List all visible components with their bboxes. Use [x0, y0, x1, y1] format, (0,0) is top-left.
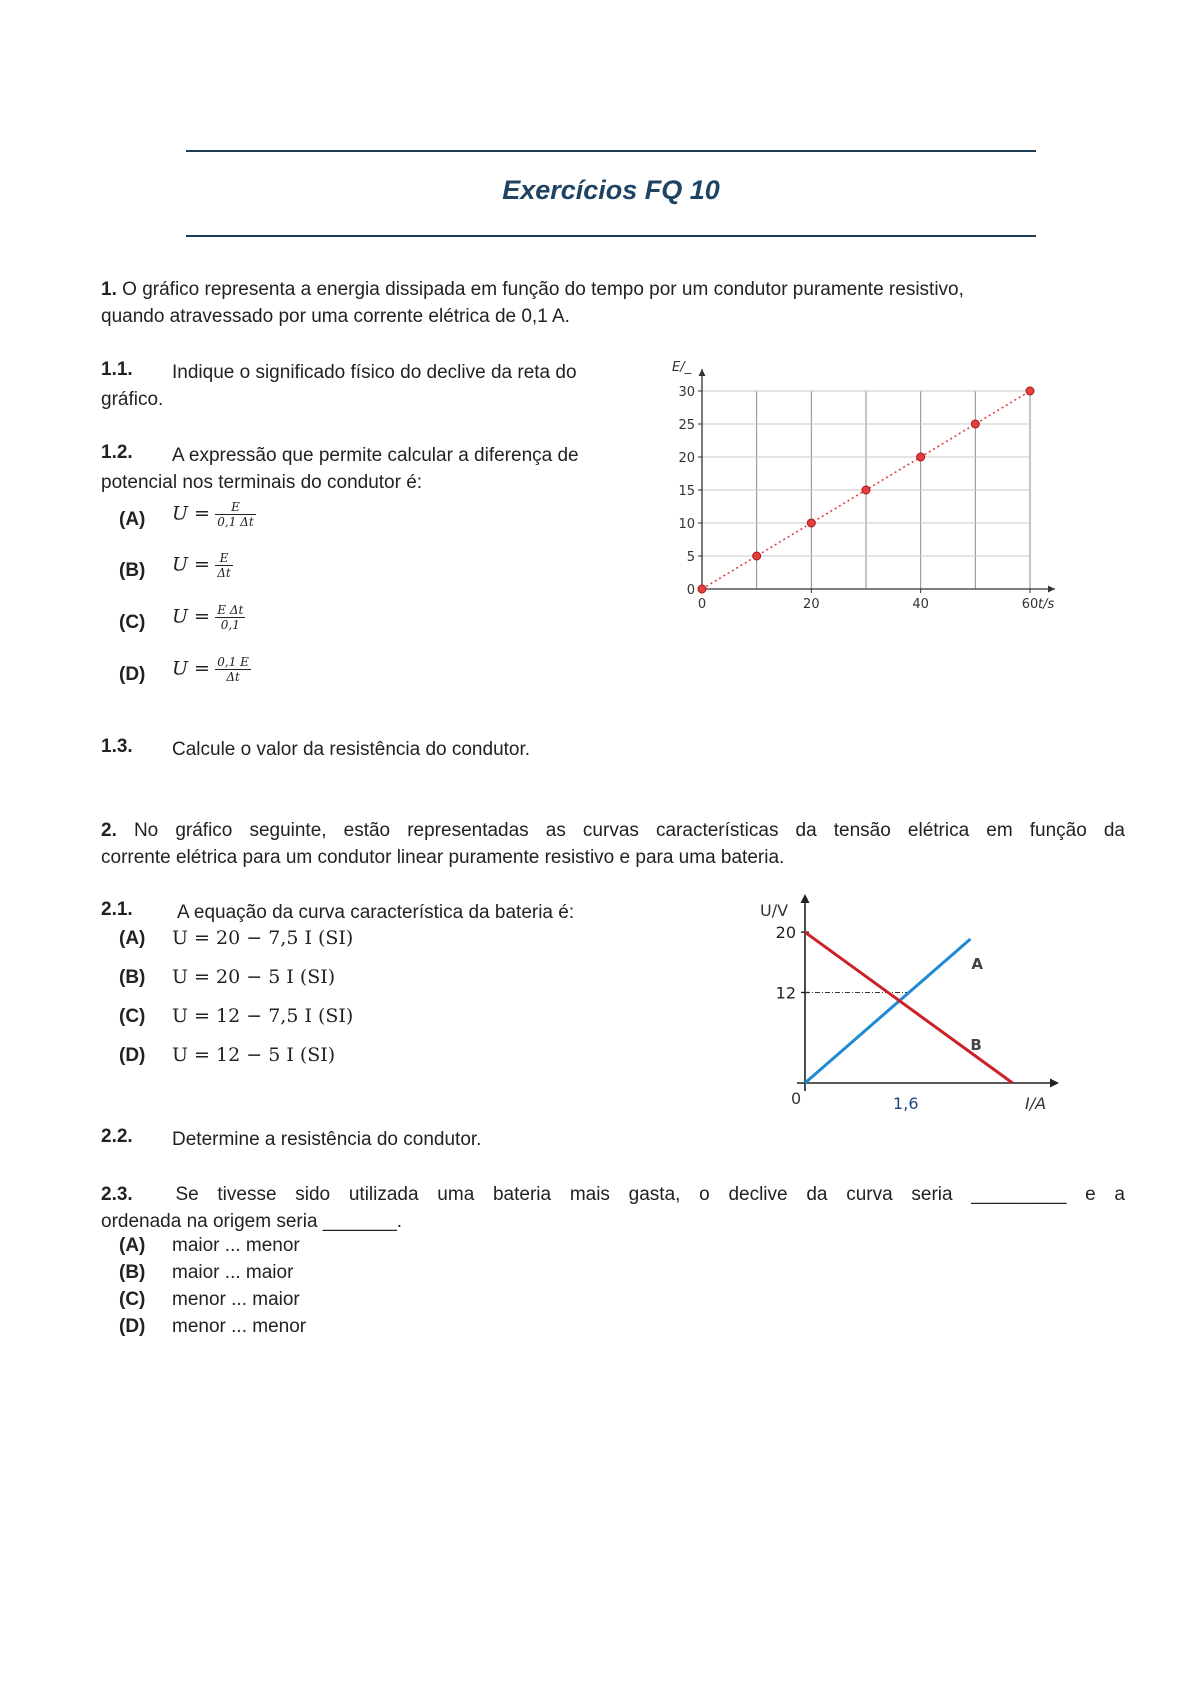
y-axis-arrow	[699, 369, 706, 376]
option-expression: U = 12 − 5 I (SI)	[172, 1044, 336, 1066]
option-lhs: U =	[172, 605, 210, 628]
question-2-3-number: 2.3.	[101, 1184, 133, 1205]
y-tick-label: 30	[678, 385, 695, 400]
question-1-stem-line2: quando atravessado por uma corrente elétrica de 0,1 A.	[101, 306, 570, 327]
question-2-2-text: Determine a resistência do condutor.	[172, 1129, 482, 1150]
option-label: (D)	[119, 1316, 146, 1337]
x-tick-label: 0	[697, 597, 707, 612]
y-mark-label: 20	[775, 923, 796, 943]
y-tick-label: 20	[678, 451, 695, 466]
option-label: (A)	[119, 509, 146, 530]
option-text: menor ... menor	[172, 1316, 307, 1337]
x-mark-label: 1,6	[893, 1094, 919, 1113]
question-2-1-number: 2.1.	[101, 899, 133, 920]
option-text: menor ... maior	[172, 1289, 300, 1310]
frac-numerator: 0,1 E	[217, 655, 249, 669]
option-label: (C)	[119, 1006, 146, 1027]
question-1-3-text: Calcule o valor da resistência do condutor.	[172, 739, 531, 760]
x-axis-label: I/A	[1025, 1094, 1047, 1113]
y-tick-label: 0	[686, 583, 695, 598]
y-tick-label: 15	[678, 484, 695, 499]
option-label: (B)	[119, 967, 146, 988]
page-title: Exercícios FQ 10	[502, 175, 720, 205]
option-label: (D)	[119, 664, 146, 685]
question-2-stem-line2: corrente elétrica para um condutor linear puramente resistivo e para uma bateria.	[101, 847, 785, 868]
y-tick-label: 25	[678, 418, 695, 433]
option-label: (D)	[119, 1045, 146, 1066]
x-axis-arrow	[1048, 586, 1055, 593]
frac-denominator: Δt	[226, 670, 240, 684]
header-rule-bottom	[186, 235, 1036, 237]
voltage-current-chart	[760, 890, 1080, 1125]
series-label-B: B	[970, 1035, 982, 1054]
question-1-1-text-line2: gráfico.	[101, 389, 164, 410]
x-axis-arrow	[1050, 1079, 1059, 1088]
frac-numerator: E Δt	[217, 603, 244, 617]
question-1-2-text-line1: A expressão que permite calcular a diferença de	[172, 445, 579, 466]
option-text: maior ... menor	[172, 1235, 300, 1256]
origin-label: 0	[791, 1089, 802, 1108]
question-1-1-text-line1: Indique o significado físico do declive da reta do	[172, 362, 577, 383]
option-lhs: U =	[172, 657, 210, 680]
option-label: (B)	[119, 1262, 146, 1283]
header-rule-top	[186, 150, 1036, 152]
question-1-1-number: 1.1.	[101, 359, 133, 380]
y-axis-arrow	[801, 894, 810, 903]
question-1-3-number: 1.3.	[101, 736, 133, 757]
question-2-3-text-line2: ordenada na origem seria _______.	[101, 1211, 403, 1232]
y-mark-label: 12	[775, 983, 796, 1003]
option-label: (C)	[119, 1289, 146, 1310]
x-tick-label: 40	[912, 597, 929, 612]
x-tick-label: 60	[1021, 597, 1039, 612]
option-label: (A)	[119, 928, 146, 949]
data-point	[753, 552, 761, 560]
frac-numerator: E	[215, 551, 233, 566]
y-axis-label: U/V	[760, 901, 789, 920]
question-1-stem-line1: 1. O gráfico representa a energia dissipada em função do tempo por um condutor puramente resistivo,	[101, 279, 964, 300]
question-1-2-text-line2: potencial nos terminais do condutor é:	[101, 472, 423, 493]
question-1-number: 1.	[101, 279, 117, 300]
question-2-2-number: 2.2.	[101, 1126, 133, 1147]
data-point	[862, 486, 870, 494]
question-2-1-text: A equação da curva característica da bateria é:	[177, 902, 575, 923]
y-axis-label: E/_	[672, 360, 692, 375]
option-label: (A)	[119, 1235, 146, 1256]
data-point	[698, 585, 706, 593]
question-2-number: 2.	[101, 820, 117, 841]
data-point	[971, 420, 979, 428]
question-2-stem-line1: 2. No gráfico seguinte, estão representadas as curvas características da tensão elétrica em função da	[101, 820, 1125, 841]
y-tick-label: 5	[686, 550, 695, 565]
y-tick-label: 10	[678, 517, 695, 532]
option-expression: U = 12 − 7,5 I (SI)	[172, 1005, 354, 1027]
data-point	[1026, 387, 1034, 395]
option-lhs: U =	[172, 553, 210, 576]
data-point	[807, 519, 815, 527]
frac-denominator: Δt	[217, 566, 231, 580]
option-label: (C)	[119, 612, 146, 633]
option-label: (B)	[119, 560, 146, 581]
x-axis-label: t/s	[1038, 597, 1055, 612]
series-label-A: A	[971, 954, 984, 973]
energy-time-chart	[660, 355, 1090, 615]
x-tick-label: 20	[803, 597, 820, 612]
frac-denominator: 0,1	[220, 618, 240, 632]
question-2-3-text-line1: 2.3. Se tivesse sido utilizada uma bateria mais gasta, o declive da curva seria _________ e a	[101, 1184, 1125, 1205]
option-expression: U = 20 − 7,5 I (SI)	[172, 927, 354, 949]
series-line-A	[805, 939, 970, 1083]
option-text: maior ... maior	[172, 1262, 294, 1283]
frac-denominator: 0,1 Δt	[217, 515, 254, 529]
question-1-2-number: 1.2.	[101, 442, 133, 463]
frac-numerator: E	[215, 500, 255, 515]
option-lhs: U =	[172, 502, 210, 525]
data-point	[917, 453, 925, 461]
option-expression: U = 20 − 5 I (SI)	[172, 966, 336, 988]
